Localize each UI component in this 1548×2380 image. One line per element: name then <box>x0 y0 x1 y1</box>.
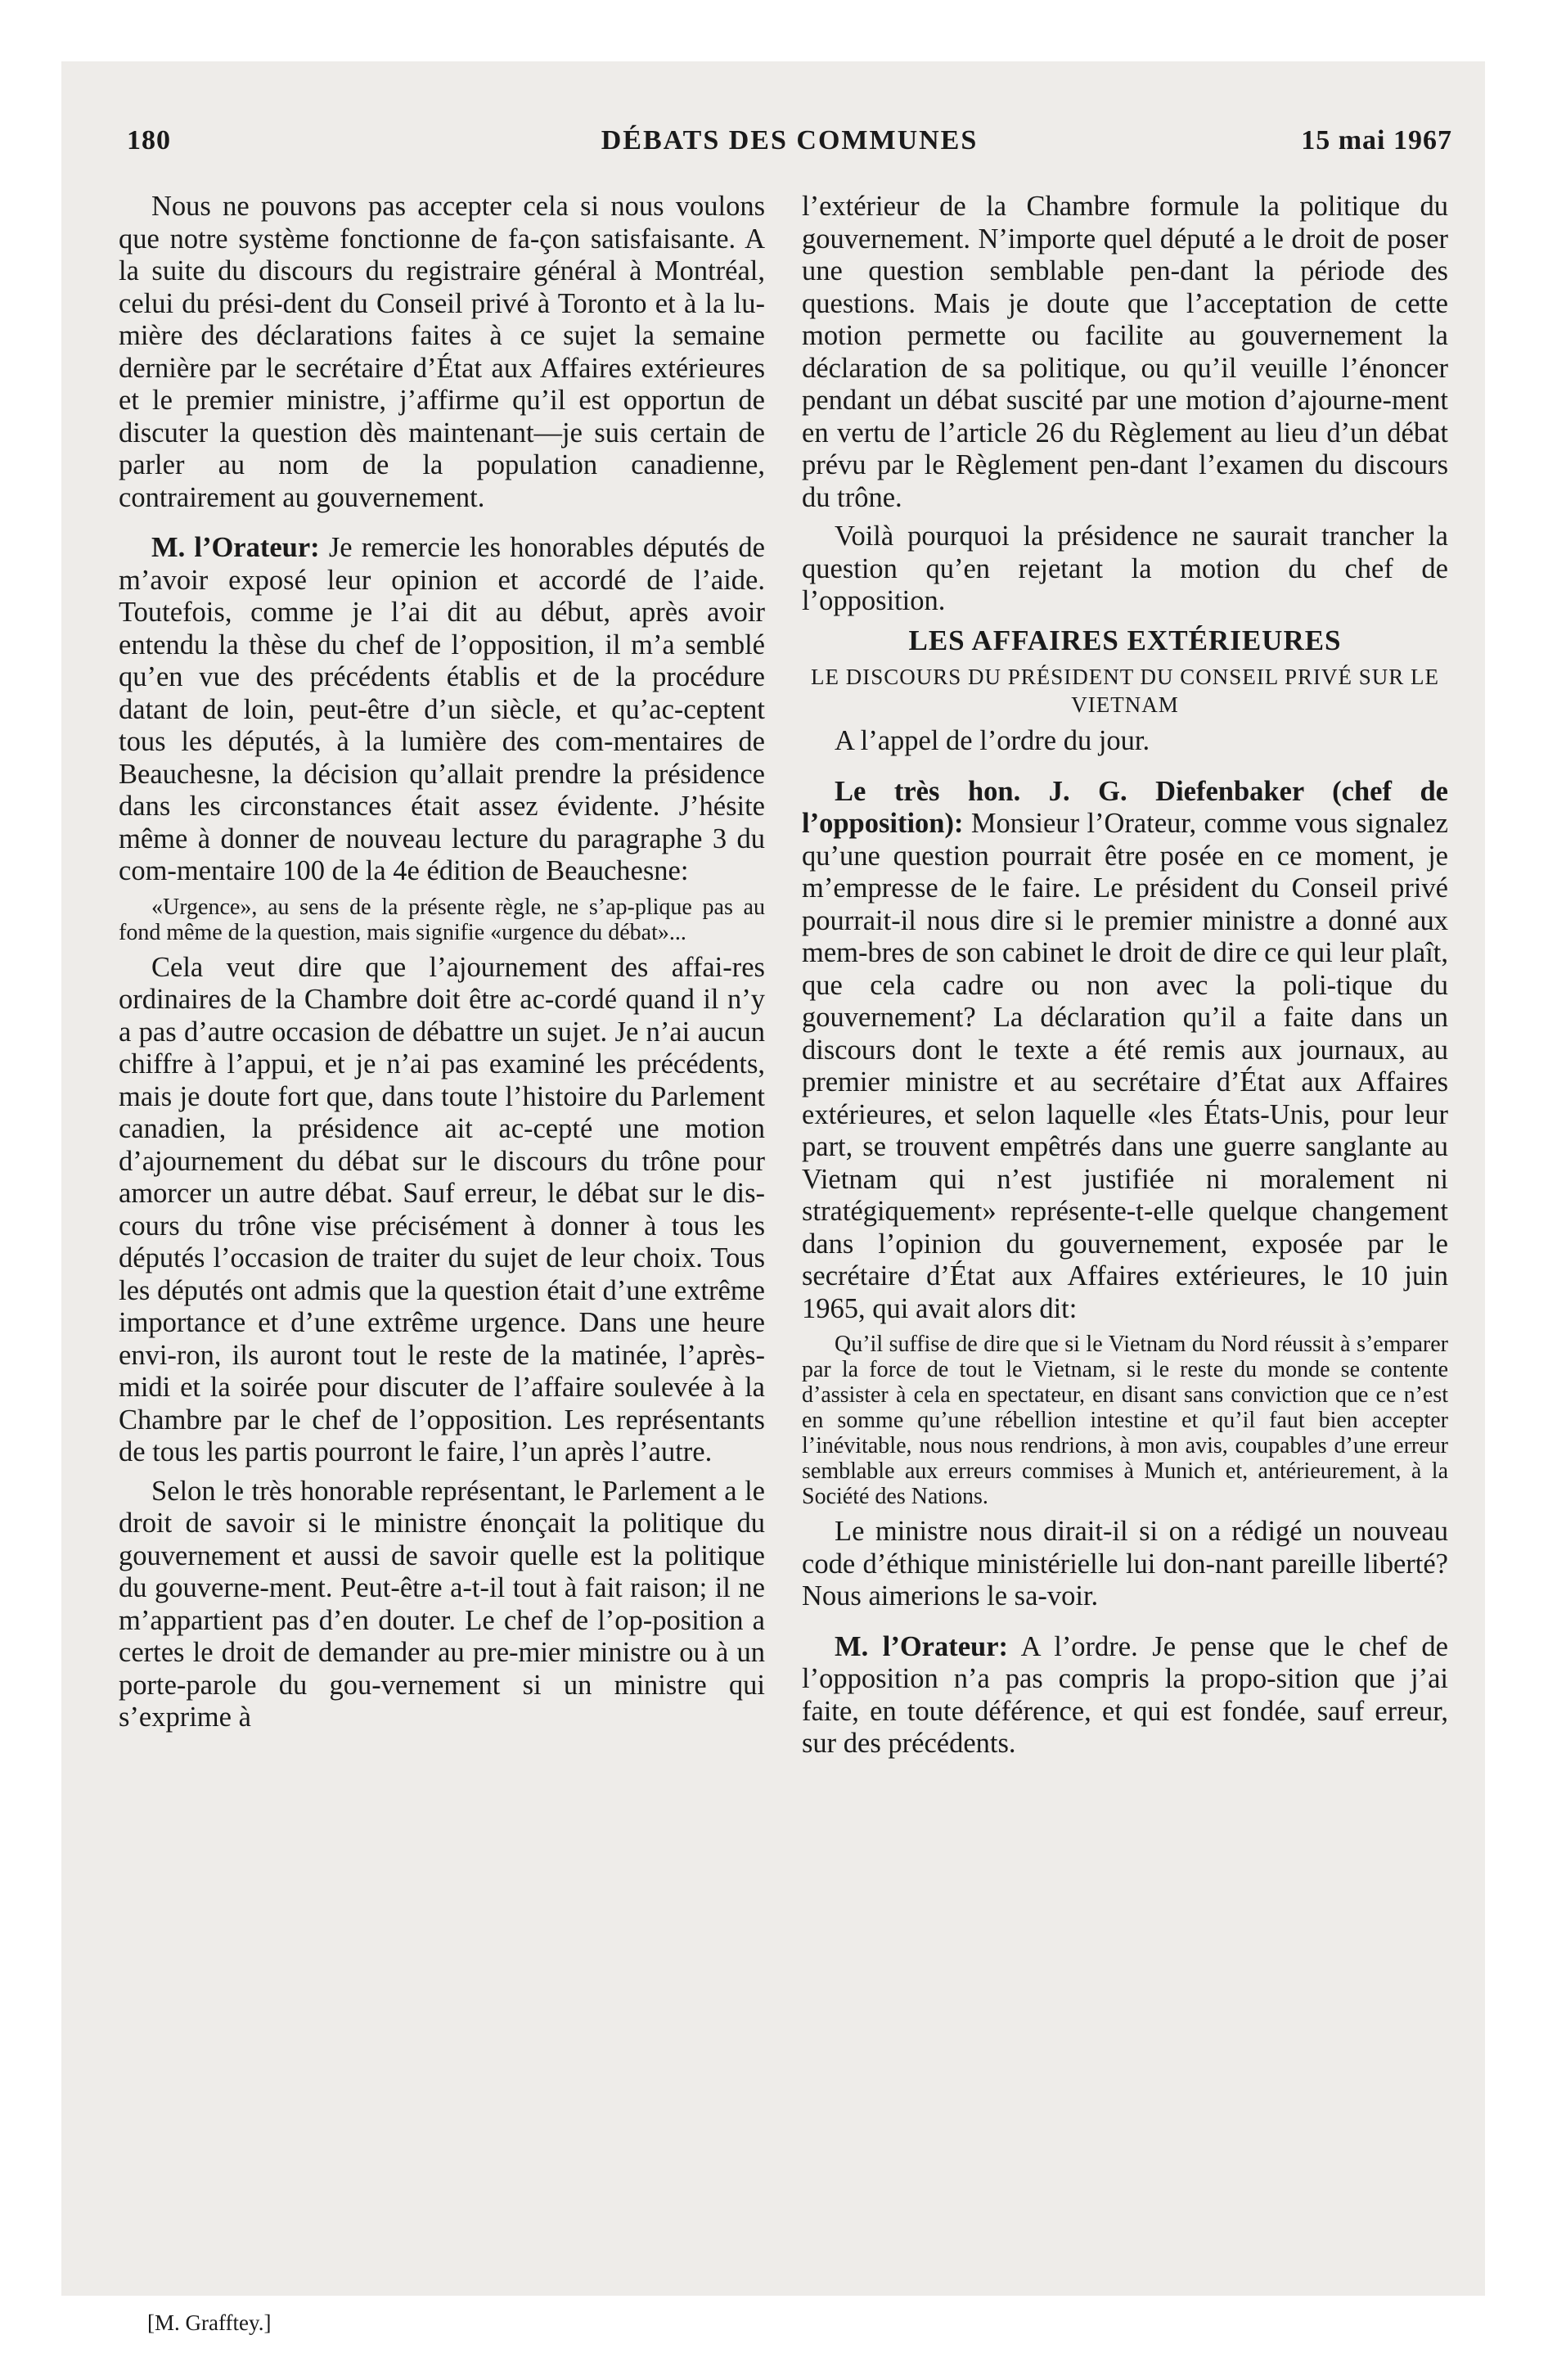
paragraph: A l’appel de l’ordre du jour. <box>835 725 1150 756</box>
paragraph: Le ministre nous dirait-il si on a rédigé un nouveau code d’éthique ministérielle lui don-nant pareille liberté? Nous aimerions le sa-voir. <box>802 1516 1448 1611</box>
paragraph: Nous ne pouvons pas accepter cela si nous voulons que notre système fonctionne de fa-çon satisfaisante. A la suite du discours du registraire général à Montréal, celui du prési-dent du Conseil privé à Toronto et à la lu-mière des déclarations faites à ce sujet la semaine dernière par le secrétaire d’État aux Affaires extérieures et le premier ministre, j’affirme qu’il est opportun de discuter la question dès maintenant—je suis certain de parler au nom de la population canadienne, contrairement au gouvernement. <box>119 191 765 513</box>
footer-speaker-note: [M. Grafftey.] <box>147 2310 272 2335</box>
page-number: 180 <box>127 125 171 156</box>
speaker-name: M. l’Orateur: <box>835 1630 1009 1662</box>
paragraph: Voilà pourquoi la présidence ne saurait trancher la question qu’en rejetant la motion du chef de l’opposition. <box>802 521 1448 616</box>
right-column <box>802 191 1448 1760</box>
speech-text: Je remercie les honorables députés de m’avoir exposé leur opinion et accordé de l’aide. Toutefois, comme je l’ai dit au début, après avoir entendu la thèse du chef de l’opposition, il m’a semblé qu’en vue des précédents établis et de la procédure datant de loin, peut-être d’un siècle, et qu’ac-ceptent tous les députés, à la lumière des com-mentaires de Beauchesne, la décision qu’allait prendre la présidence dans les circonstances était assez évidente. J’hésite même à donner de nouveau lecture du paragraphe 3 du com-mentaire 100 de la 4e édition de Beauchesne: <box>119 532 765 886</box>
section-subheading: LE DISCOURS DU PRÉSIDENT DU CONSEIL PRIVÉ SUR LE VIETNAM <box>810 665 1440 717</box>
running-title: DÉBATS DES COMMUNES <box>601 125 979 156</box>
paragraph: l’extérieur de la Chambre formule la politique du gouvernement. N’importe quel député a le droit de poser une question semblable pen-dant la période des questions. Mais je doute que l’acceptation de cette motion permette ou facilite au gouvernement la déclaration de sa politique, ou qu’il veuille l’énoncer pendant un débat suscité par une motion d’ajourne-ment en vertu de l’article 26 du Règlement au lieu d’un débat prévu par le Règlement pen-dant l’examen du discours du trône. <box>802 191 1448 513</box>
paragraph: Selon le très honorable représentant, le Parlement a le droit de savoir si le ministre énonçait la politique du gouvernement et aussi de savoir quelle est la politique du gouverne-ment. Peut-être a-t-il tout à fait raison; il ne m’appartient pas d’en douter. Le chef de l’op-position a certes le droit de demander au pre-mier ministre ou à un porte-parole du gou-vernement si un ministre qui s’exprime à <box>119 1475 765 1733</box>
speech-text: A l’ordre. Je pense que le chef de l’opposition n’a pas compris la propo-sition que j’ai faite, en toute déférence, et qui est fondée, sauf erreur, sur des précédents. <box>802 1630 1448 1759</box>
paragraph: Cela veut dire que l’ajournement des affai-res ordinaires de la Chambre doit être ac-cordé quand il n’y a pas d’autre occasion de débattre un sujet. Je n’ai aucun chiffre à l’appui, et je n’ai pas examiné les précédents, mais je doute fort que, dans toute l’histoire du Parlement canadien, la présidence ait ac-cepté une motion d’ajournement du débat sur le discours du trône pour amorcer un autre débat. Sauf erreur, le débat sur le dis-cours du trône vise précisément à donner à tous les députés l’occasion de traiter du sujet de leur choix. Tous les députés ont admis que la question était d’une extrême importance et d’une extrême urgence. Dans une heure envi-ron, ils auront tout le reste de la matinée, l’après-midi et la soirée pour discuter de l’affaire soulevée à la Chambre par le chef de l’opposition. Les représentants de tous les partis pourront le faire, l’un après l’autre. <box>119 951 765 1467</box>
speaker-name: Le très hon. J. G. Diefenbaker (chef de l’opposition): <box>802 775 1448 839</box>
section-heading: LES AFFAIRES EXTÉRIEURES <box>908 624 1342 656</box>
page-header <box>127 125 1452 166</box>
left-column <box>119 191 765 1734</box>
block-quote: Qu’il suffise de dire que si le Vietnam du Nord réussit à s’emparer par la force de tout le Vietnam, si le reste du monde se contente d’assister à cela en spectateur, en disant sans conviction que ce n’est en somme qu’une rébellion intestine et qu’il faut bien accepter l’inévitable, nous nous rendrions, à mon avis, coupables d’une erreur semblable aux erreurs commises à Munich et, antérieurement, à la Société des Nations. <box>802 1332 1448 1509</box>
speech-text: Monsieur l’Orateur, comme vous signalez qu’une question pourrait être posée en ce moment, je m’empresse de le faire. Le président du Conseil privé pourrait-il nous dire si le premier ministre a donné aux mem-bres de son cabinet le droit de dire ce qui leur plaît, que cela cadre ou non avec la poli-tique du gouvernement? La déclaration qu’il a faite dans un discours dont le texte a été remis aux journaux, au premier ministre et au secrétaire d’État aux Affaires extérieures, et selon laquelle «les États-Unis, pour leur part, se trouvent empêtrés dans une guerre sanglante au Vietnam qui n’est justifiée ni moralement ni stratégiquement» représente-t-elle quelque changement dans l’opinion du gouvernement, exposée par le secrétaire d’État aux Affaires extérieures, le 10 juin 1965, qui avait alors dit: <box>802 808 1448 1324</box>
speaker-name: M. l’Orateur: <box>151 532 320 563</box>
block-quote: «Urgence», au sens de la présente règle, ne s’ap-plique pas au fond même de la question, mais signifie «urgence du débat»... <box>119 894 765 945</box>
paragraph <box>802 776 1448 1326</box>
paragraph <box>802 1631 1448 1760</box>
header-date: 15 mai 1967 <box>1301 125 1452 156</box>
document-page <box>61 61 1485 2335</box>
paragraph <box>119 532 765 888</box>
